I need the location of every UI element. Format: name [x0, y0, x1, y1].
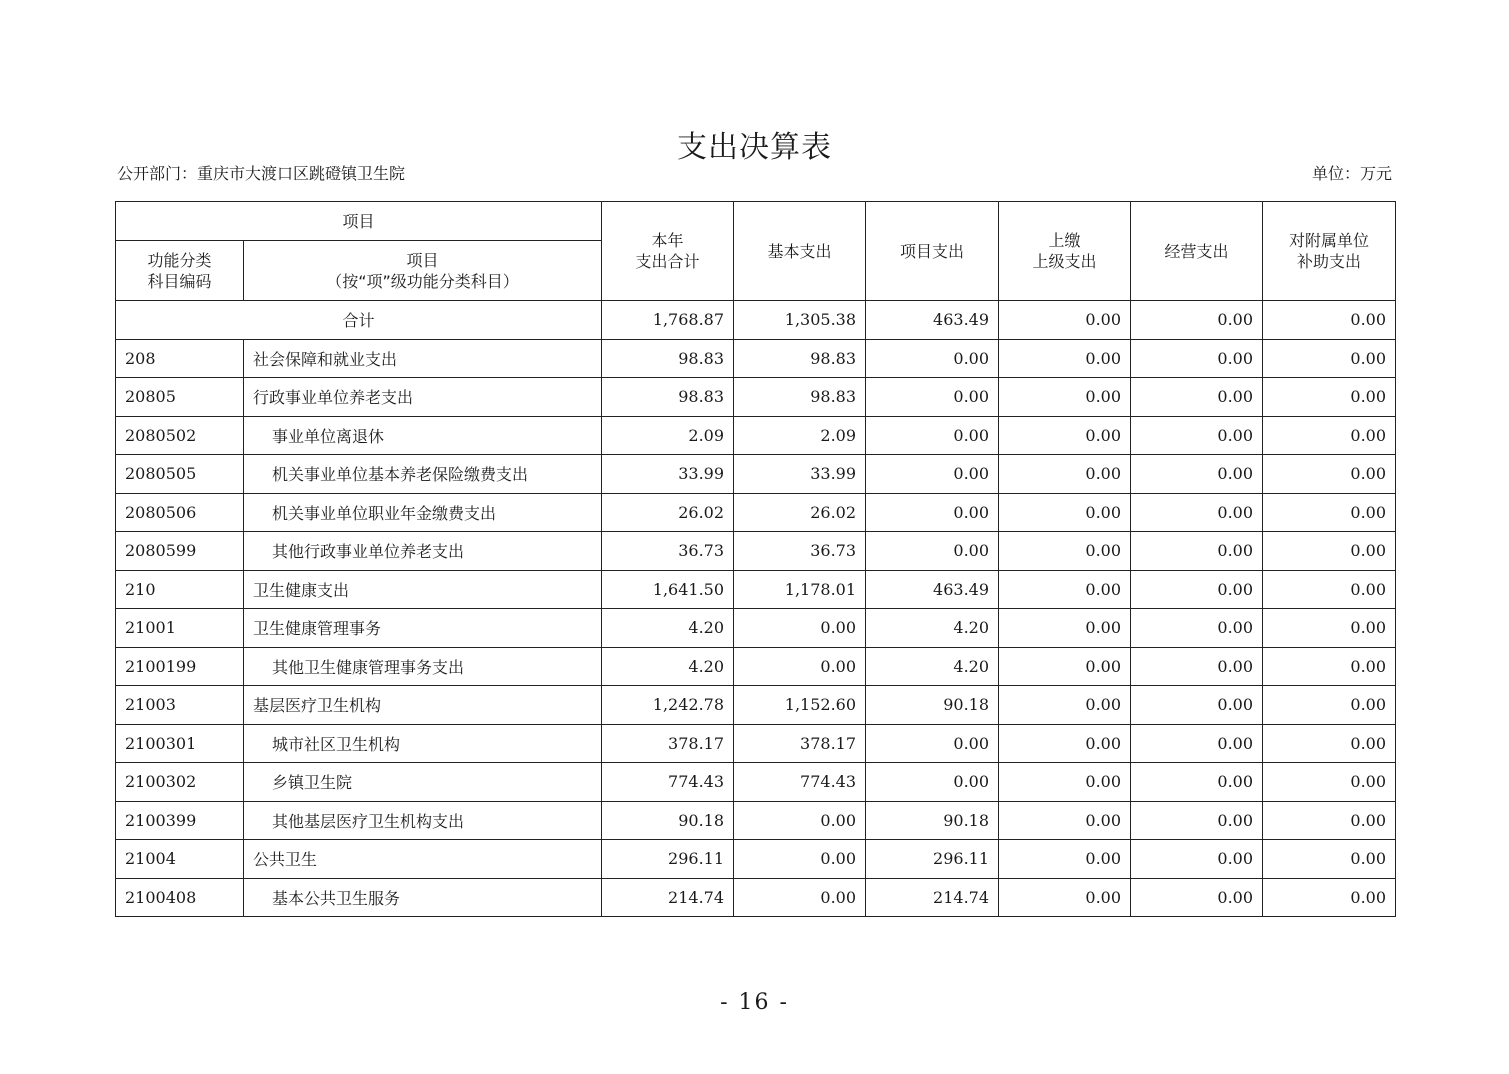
row-cell-project: 0.00	[866, 378, 999, 417]
header-upper	[999, 202, 1131, 301]
row-cell-upper: 0.00	[999, 686, 1131, 725]
row-cell-basic: 36.73	[734, 532, 866, 571]
row-cell-project: 463.49	[866, 570, 999, 609]
row-cell-project: 0.00	[866, 532, 999, 571]
table-row	[116, 724, 1396, 763]
row-cell-subsidy: 0.00	[1263, 532, 1396, 571]
header-upper-line2: 上级支出	[1032, 252, 1097, 271]
table-row	[116, 840, 1396, 879]
row-name: 城市社区卫生机构	[244, 724, 602, 763]
row-cell-total: 26.02	[602, 493, 734, 532]
row-cell-total: 774.43	[602, 763, 734, 802]
row-cell-upper: 0.00	[999, 724, 1131, 763]
table-row	[116, 878, 1396, 917]
row-cell-upper: 0.00	[999, 609, 1131, 648]
total-cell-subsidy: 0.00	[1263, 301, 1396, 340]
row-cell-subsidy: 0.00	[1263, 493, 1396, 532]
table-row	[116, 570, 1396, 609]
row-cell-project: 214.74	[866, 878, 999, 917]
row-cell-upper: 0.00	[999, 878, 1131, 917]
row-cell-basic: 0.00	[734, 609, 866, 648]
table-row	[116, 532, 1396, 571]
header-item-line1: 项目	[406, 250, 439, 270]
row-cell-business: 0.00	[1131, 878, 1263, 917]
table-row	[116, 647, 1396, 686]
row-code: 2100199	[116, 647, 244, 686]
row-cell-business: 0.00	[1131, 724, 1263, 763]
row-code: 2080506	[116, 493, 244, 532]
total-cell-upper: 0.00	[999, 301, 1131, 340]
row-cell-project: 0.00	[866, 724, 999, 763]
row-code: 2100399	[116, 801, 244, 840]
row-code: 2100302	[116, 763, 244, 802]
row-cell-subsidy: 0.00	[1263, 763, 1396, 802]
row-cell-project: 0.00	[866, 763, 999, 802]
row-cell-business: 0.00	[1131, 686, 1263, 725]
row-cell-total: 36.73	[602, 532, 734, 571]
row-name: 其他卫生健康管理事务支出	[244, 647, 602, 686]
row-cell-subsidy: 0.00	[1263, 416, 1396, 455]
row-cell-project: 0.00	[866, 493, 999, 532]
row-cell-subsidy: 0.00	[1263, 840, 1396, 879]
table-body	[116, 301, 1396, 917]
row-cell-business: 0.00	[1131, 416, 1263, 455]
total-cell-basic: 1,305.38	[734, 301, 866, 340]
header-item-group: 项目	[116, 202, 602, 241]
row-cell-project: 0.00	[866, 339, 999, 378]
row-name: 卫生健康管理事务	[244, 609, 602, 648]
row-cell-business: 0.00	[1131, 570, 1263, 609]
row-code: 210	[116, 570, 244, 609]
expenditure-table	[115, 201, 1396, 917]
row-cell-total: 98.83	[602, 339, 734, 378]
row-cell-basic: 98.83	[734, 339, 866, 378]
row-cell-project: 90.18	[866, 686, 999, 725]
row-cell-upper: 0.00	[999, 378, 1131, 417]
row-cell-basic: 0.00	[734, 647, 866, 686]
row-code: 20805	[116, 378, 244, 417]
row-code: 21003	[116, 686, 244, 725]
row-cell-upper: 0.00	[999, 339, 1131, 378]
header-item	[244, 241, 602, 301]
unit-label: 单位：万元	[1311, 164, 1392, 183]
table-row	[116, 801, 1396, 840]
row-cell-business: 0.00	[1131, 455, 1263, 494]
header-total-line2: 支出合计	[635, 252, 700, 271]
header-total	[602, 202, 734, 301]
header-subsidy-line1: 对附属单位	[1289, 231, 1370, 250]
row-cell-subsidy: 0.00	[1263, 686, 1396, 725]
row-code: 2080505	[116, 455, 244, 494]
row-code: 208	[116, 339, 244, 378]
row-cell-total: 4.20	[602, 647, 734, 686]
table-row	[116, 339, 1396, 378]
row-cell-upper: 0.00	[999, 763, 1131, 802]
row-cell-basic: 26.02	[734, 493, 866, 532]
table-row	[116, 493, 1396, 532]
row-cell-basic: 774.43	[734, 763, 866, 802]
table-row	[116, 686, 1396, 725]
table-row	[116, 378, 1396, 417]
row-cell-total: 90.18	[602, 801, 734, 840]
table-row	[116, 455, 1396, 494]
row-cell-total: 98.83	[602, 378, 734, 417]
row-name: 公共卫生	[244, 840, 602, 879]
row-name: 基本公共卫生服务	[244, 878, 602, 917]
row-name: 机关事业单位基本养老保险缴费支出	[244, 455, 602, 494]
row-cell-total: 33.99	[602, 455, 734, 494]
header-item-line2: （按“项”级功能分类科目）	[326, 271, 519, 291]
row-cell-business: 0.00	[1131, 609, 1263, 648]
row-cell-basic: 33.99	[734, 455, 866, 494]
row-cell-total: 1,242.78	[602, 686, 734, 725]
table-header	[116, 202, 1396, 301]
row-cell-total: 1,641.50	[602, 570, 734, 609]
row-cell-basic: 1,178.01	[734, 570, 866, 609]
header-total-line1: 本年	[651, 231, 684, 250]
table-row	[116, 609, 1396, 648]
row-cell-subsidy: 0.00	[1263, 724, 1396, 763]
row-cell-basic: 0.00	[734, 840, 866, 879]
row-cell-basic: 98.83	[734, 378, 866, 417]
row-cell-subsidy: 0.00	[1263, 609, 1396, 648]
row-code: 2080599	[116, 532, 244, 571]
row-name: 基层医疗卫生机构	[244, 686, 602, 725]
row-cell-business: 0.00	[1131, 763, 1263, 802]
row-code: 21001	[116, 609, 244, 648]
row-cell-total: 378.17	[602, 724, 734, 763]
department-label: 公开部门：重庆市大渡口区跳磴镇卫生院	[117, 164, 406, 183]
row-cell-business: 0.00	[1131, 339, 1263, 378]
row-cell-business: 0.00	[1131, 493, 1263, 532]
row-name: 卫生健康支出	[244, 570, 602, 609]
row-cell-total: 4.20	[602, 609, 734, 648]
table-row	[116, 763, 1396, 802]
row-cell-business: 0.00	[1131, 840, 1263, 879]
total-cell-total: 1,768.87	[602, 301, 734, 340]
row-cell-upper: 0.00	[999, 455, 1131, 494]
row-cell-upper: 0.00	[999, 493, 1131, 532]
row-code: 2080502	[116, 416, 244, 455]
row-name: 社会保障和就业支出	[244, 339, 602, 378]
row-cell-upper: 0.00	[999, 647, 1131, 686]
row-name: 机关事业单位职业年金缴费支出	[244, 493, 602, 532]
row-cell-project: 0.00	[866, 455, 999, 494]
table-row	[116, 416, 1396, 455]
row-cell-upper: 0.00	[999, 416, 1131, 455]
row-cell-subsidy: 0.00	[1263, 878, 1396, 917]
row-cell-total: 214.74	[602, 878, 734, 917]
row-cell-subsidy: 0.00	[1263, 801, 1396, 840]
total-cell-business: 0.00	[1131, 301, 1263, 340]
header-code	[116, 241, 244, 301]
row-cell-subsidy: 0.00	[1263, 570, 1396, 609]
header-business: 经营支出	[1131, 202, 1263, 301]
row-code: 2100408	[116, 878, 244, 917]
row-cell-upper: 0.00	[999, 570, 1131, 609]
row-name: 其他行政事业单位养老支出	[244, 532, 602, 571]
total-label: 合计	[116, 301, 602, 340]
row-cell-upper: 0.00	[999, 532, 1131, 571]
row-cell-project: 4.20	[866, 647, 999, 686]
row-name: 其他基层医疗卫生机构支出	[244, 801, 602, 840]
row-cell-business: 0.00	[1131, 378, 1263, 417]
row-cell-project: 296.11	[866, 840, 999, 879]
row-name: 行政事业单位养老支出	[244, 378, 602, 417]
row-code: 2100301	[116, 724, 244, 763]
row-cell-upper: 0.00	[999, 840, 1131, 879]
row-cell-subsidy: 0.00	[1263, 378, 1396, 417]
row-name: 乡镇卫生院	[244, 763, 602, 802]
row-cell-basic: 378.17	[734, 724, 866, 763]
row-cell-subsidy: 0.00	[1263, 339, 1396, 378]
row-cell-subsidy: 0.00	[1263, 455, 1396, 494]
total-row	[116, 301, 1396, 340]
header-upper-line1: 上缴	[1048, 231, 1081, 250]
header-project: 项目支出	[866, 202, 999, 301]
row-cell-total: 296.11	[602, 840, 734, 879]
total-cell-project: 463.49	[866, 301, 999, 340]
header-subsidy	[1263, 202, 1396, 301]
page-title: 支出决算表	[677, 130, 832, 165]
header-subsidy-line2: 补助支出	[1297, 252, 1362, 271]
page-number: - 16 -	[720, 990, 789, 1015]
row-cell-upper: 0.00	[999, 801, 1131, 840]
row-cell-subsidy: 0.00	[1263, 647, 1396, 686]
row-cell-basic: 2.09	[734, 416, 866, 455]
row-code: 21004	[116, 840, 244, 879]
row-cell-project: 90.18	[866, 801, 999, 840]
row-cell-business: 0.00	[1131, 532, 1263, 571]
row-cell-project: 4.20	[866, 609, 999, 648]
row-cell-total: 2.09	[602, 416, 734, 455]
row-cell-basic: 1,152.60	[734, 686, 866, 725]
row-cell-basic: 0.00	[734, 801, 866, 840]
row-name: 事业单位离退休	[244, 416, 602, 455]
row-cell-business: 0.00	[1131, 801, 1263, 840]
row-cell-project: 0.00	[866, 416, 999, 455]
row-cell-business: 0.00	[1131, 647, 1263, 686]
row-cell-basic: 0.00	[734, 878, 866, 917]
header-code-line1: 功能分类	[147, 250, 212, 270]
header-code-line2: 科目编码	[147, 271, 212, 291]
header-basic: 基本支出	[734, 202, 866, 301]
